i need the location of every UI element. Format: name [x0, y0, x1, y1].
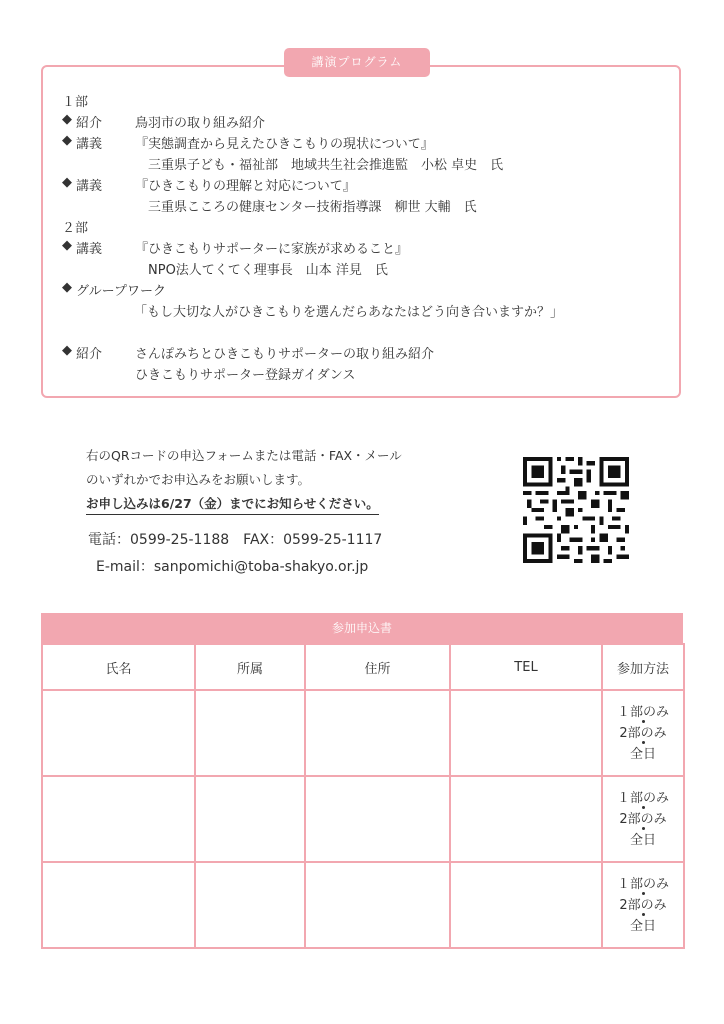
intro1-text: 鳥羽市の取り組み紹介: [135, 116, 266, 131]
intro1-label: 紹介: [76, 116, 103, 131]
name-cell[interactable]: [42, 690, 195, 776]
email-address[interactable]: E-mail：sanpomichi@toba-shakyo.or.jp: [96, 559, 369, 575]
name-cell[interactable]: [42, 776, 195, 862]
table-row: [42, 776, 684, 862]
header-affiliation: 所属: [195, 644, 305, 690]
header-tel: TEL: [450, 644, 602, 690]
contact-line1: 右のQRコードの申込フォームまたは電話・FAX・メール: [86, 448, 402, 463]
diamond-icon: ◆: [62, 175, 72, 190]
method-cell: [602, 862, 684, 948]
diamond-icon: ◆: [62, 343, 72, 358]
lecture1-label: 講義: [76, 137, 103, 152]
deadline-notice: お申し込みは6/27（金）までにお知らせください。: [86, 496, 379, 515]
lecture1-title: 『実態調査から見えたひきこもりの現状について』: [135, 137, 434, 152]
group-label: グループワーク: [76, 284, 166, 299]
method-option-full[interactable]: 全日: [629, 918, 656, 934]
lecture3-title: 『ひきこもりサポーターに家族が求めること』: [135, 242, 409, 257]
method-option-part2[interactable]: 2部のみ: [619, 897, 667, 913]
method-cell: [602, 690, 684, 776]
method-option-part1[interactable]: １部のみ: [616, 704, 669, 720]
address-cell[interactable]: [305, 690, 450, 776]
application-form-title: 参加申込書: [41, 613, 683, 643]
name-cell[interactable]: [42, 862, 195, 948]
part2-heading: ２部: [62, 221, 89, 236]
header-name: 氏名: [42, 644, 195, 690]
lecture2-label: 講義: [76, 179, 103, 194]
group-theme: 「もし大切な人がひきこもりを選んだらあなたはどう向き合いますか？」: [134, 305, 564, 320]
table-row: [42, 690, 684, 776]
tel-cell[interactable]: [450, 862, 602, 948]
method-option-part1[interactable]: １部のみ: [616, 876, 669, 892]
table-header-row: [42, 644, 684, 690]
affiliation-cell[interactable]: [195, 776, 305, 862]
diamond-icon: ◆: [62, 280, 72, 295]
table-row: [42, 862, 684, 948]
intro2-label: 紹介: [76, 347, 103, 362]
method-cell: [602, 776, 684, 862]
method-option-part2[interactable]: 2部のみ: [619, 725, 667, 741]
contact-line2: のいずれかでお申込みをお願いします。: [86, 472, 311, 487]
lecture1-speaker: 三重県子ども・福祉部 地域共生社会推進監 小松 卓史 氏: [148, 158, 504, 173]
method-option-part2[interactable]: 2部のみ: [619, 811, 667, 827]
header-method: 参加方法: [602, 644, 684, 690]
intro2-text: さんぽみちとひきこもりサポーターの取り組み紹介: [135, 347, 435, 362]
method-option-part1[interactable]: １部のみ: [616, 790, 669, 806]
application-form-table: [41, 643, 685, 949]
intro2-text2: ひきこもりサポーター登録ガイダンス: [135, 368, 356, 383]
address-cell[interactable]: [305, 862, 450, 948]
tel-cell[interactable]: [450, 690, 602, 776]
qr-code-icon[interactable]: [523, 457, 629, 563]
diamond-icon: ◆: [62, 112, 72, 127]
address-cell[interactable]: [305, 776, 450, 862]
tel-cell[interactable]: [450, 776, 602, 862]
program-title: 講演プログラム: [284, 48, 430, 77]
diamond-icon: ◆: [62, 238, 72, 253]
lecture2-speaker: 三重県こころの健康センター技術指導課 柳世 大輔 氏: [148, 200, 477, 215]
affiliation-cell[interactable]: [195, 690, 305, 776]
header-address: 住所: [305, 644, 450, 690]
diamond-icon: ◆: [62, 133, 72, 148]
lecture3-label: 講義: [76, 242, 103, 257]
method-option-full[interactable]: 全日: [629, 746, 656, 762]
method-option-full[interactable]: 全日: [629, 832, 656, 848]
affiliation-cell[interactable]: [195, 862, 305, 948]
part1-heading: １部: [62, 95, 89, 110]
lecture3-speaker: NPO法人てくてく理事長 山本 洋見 氏: [148, 263, 388, 278]
lecture2-title: 『ひきこもりの理解と対応について』: [135, 179, 356, 194]
phone-fax: 電話：0599-25-1188 FAX：0599-25-1117: [88, 532, 383, 548]
